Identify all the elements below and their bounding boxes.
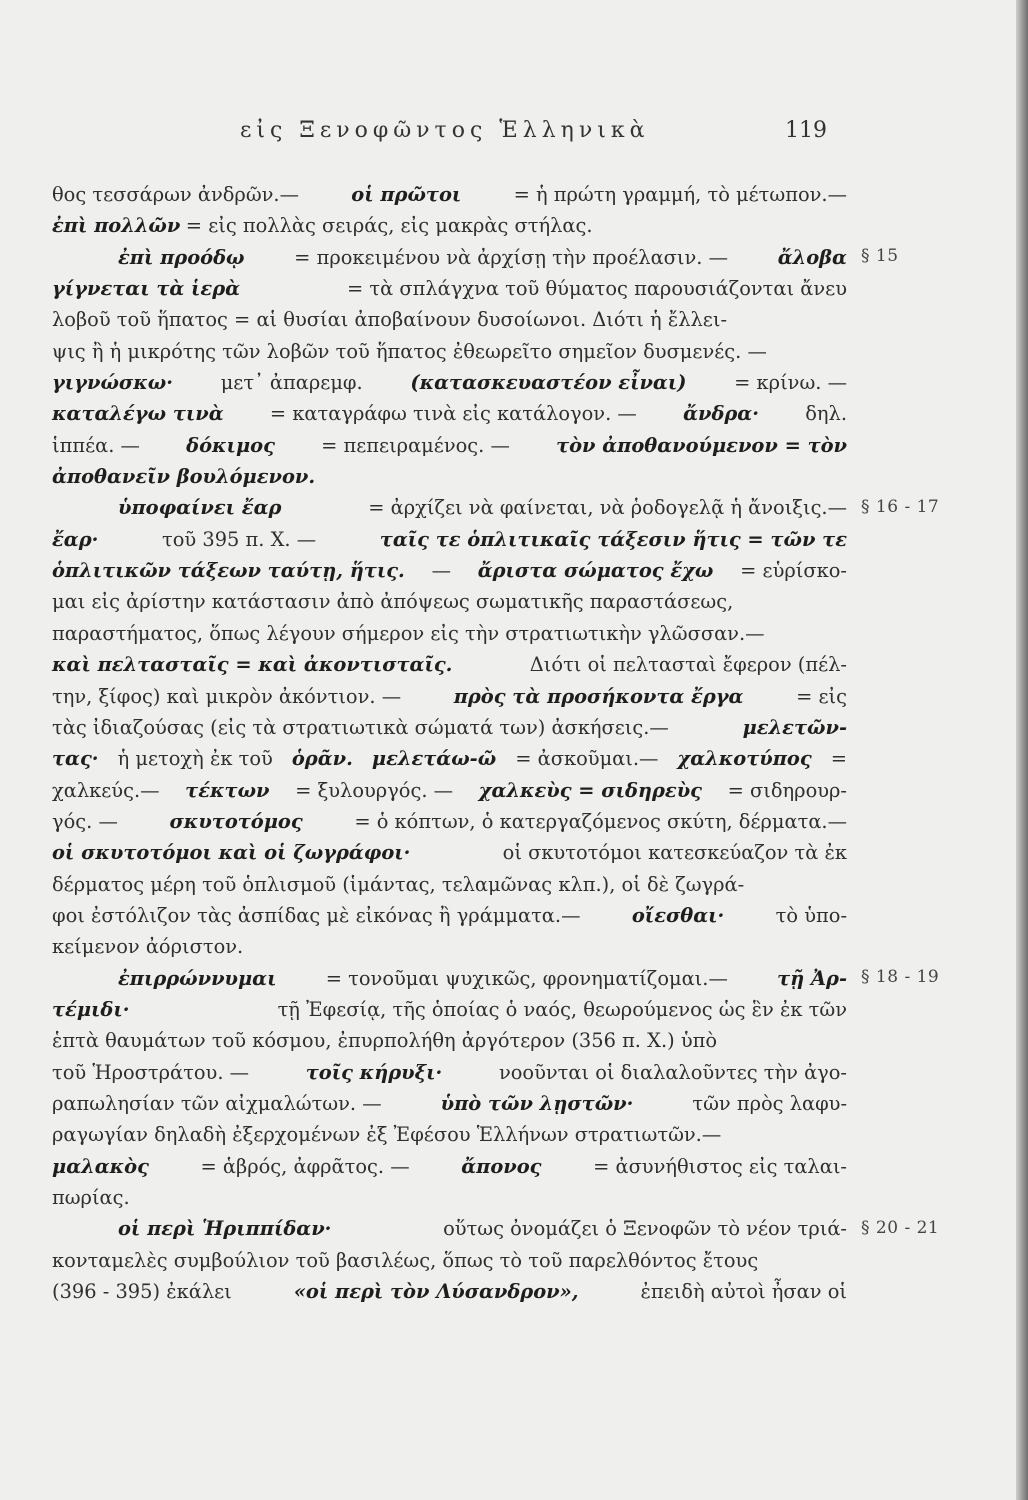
text-line — [52, 775, 847, 806]
section-marker: § 20 - 21 — [861, 1217, 940, 1238]
text-line — [52, 963, 847, 994]
body-text — [52, 179, 847, 1307]
text-line — [52, 430, 847, 461]
text-line — [52, 994, 847, 1025]
gloss-text: δέρματος μέρη τοῦ ὁπλισμοῦ (ἱμάντας, τελαμῶνας κλπ.), οἱ δὲ ζωγρά- — [52, 872, 745, 896]
lemma-term: καταλέγω τινὰ — [52, 402, 224, 426]
lemma-term: ἐπὶ πολλῶν — [52, 214, 181, 238]
lemma-term: οἱ σκυτοτόμοι καὶ οἱ ζωγράφοι· — [52, 841, 411, 865]
text-line — [52, 900, 847, 931]
gloss-text: = καταγράφω τινὰ εἰς κατάλογον. — — [269, 402, 637, 426]
gloss-text: ἑπτὰ θαυμάτων τοῦ κόσμου, ἐπυρπολήθη ἀργότερον (356 π. Χ.) ὑπὸ — [52, 1029, 718, 1053]
lemma-term: δόκιμος — [186, 433, 275, 457]
gloss-text: τῶν πρὸς λαφυ- — [692, 1091, 847, 1115]
gloss-text: τοῦ Ἡροστράτου. — — [52, 1060, 250, 1084]
gloss-text: νοοῦνται οἱ διαλαλοῦντες τὴν ἀγο- — [498, 1060, 847, 1084]
gloss-text: = προκειμένου νὰ ἀρχίσῃ τὴν προέλασιν. — — [294, 245, 729, 269]
gloss-text: κονταμελὲς συμβούλιον τοῦ βασιλέως, ὅπως τὸ τοῦ παρελθόντος ἔτους — [52, 1248, 759, 1272]
lemma-term: οἴεσθαι· — [631, 903, 725, 927]
lemma-term: ὁπλιτικῶν τάξεων ταύτῃ, ἥτις. — [52, 559, 405, 583]
gloss-text: = ἀρχίζει νὰ φαίνεται, νὰ ῥοδογελᾷ ἡ ἄνοιξις.— — [368, 496, 847, 520]
running-title: εἰς Ξενοφῶντος Ἑλληνικὰ — [240, 118, 650, 143]
text-line — [52, 837, 847, 868]
page-number: 119 — [785, 118, 827, 143]
text-line — [52, 492, 847, 523]
lemma-term: τὸν ἀποθανούμενον = τὸν — [556, 433, 847, 457]
text-line — [52, 712, 847, 743]
gloss-text: — — [431, 559, 451, 583]
lemma-term: χαλκοτύπος — [677, 747, 812, 771]
gloss-text: ραγωγίαν δηλαδὴ ἐξερχομένων ἐξ Ἐφέσου Ἑλλήνων στρατιωτῶν.— — [52, 1123, 722, 1147]
lemma-term: τας· — [52, 747, 99, 771]
gloss-text: = πεπειραμένος. — — [321, 433, 510, 457]
gloss-text: = τὰ σπλάγχνα τοῦ θύματος παρουσιάζονται ἄνευ — [347, 277, 847, 301]
text-line — [52, 1276, 847, 1307]
gloss-text: ἱππέα. — — [52, 433, 140, 457]
lemma-term: χαλκεὺς = σιδηρεὺς — [478, 778, 702, 802]
gloss-text: κείμενον ἀόριστον. — [52, 935, 244, 959]
lemma-term: ἄνδρα· — [683, 402, 759, 426]
lemma-term: ἄριστα σώματος ἔχω — [477, 559, 714, 583]
text-line — [52, 210, 847, 241]
lemma-term: τέκτων — [185, 778, 270, 802]
text-line — [52, 743, 847, 774]
gloss-text: ἐπειδὴ αὐτοὶ ἦσαν οἱ — [640, 1280, 847, 1304]
lemma-term: (κατασκευαστέον εἶναι) — [410, 371, 687, 395]
lemma-term: καὶ πελτασταῖς = καὶ ἀκοντισταῖς. — [52, 653, 453, 677]
gloss-text: = — [830, 747, 847, 771]
gloss-text: = ἀσυνήθιστος εἰς ταλαι- — [593, 1154, 847, 1178]
lemma-term: ὑποφαίνει ἔαρ — [118, 496, 282, 520]
lemma-term: ἐπιρρώννυμαι — [118, 966, 277, 990]
lemma-term: «οἱ περὶ τὸν Λύσανδρον», — [293, 1280, 579, 1304]
text-line — [52, 1213, 847, 1244]
text-line — [52, 1182, 847, 1213]
text-line — [52, 931, 847, 962]
text-line — [52, 1088, 847, 1119]
text-line — [52, 618, 847, 649]
lemma-term: ταῖς τε ὁπλιτικαῖς τάξεσιν ἥτις = τῶν τε — [379, 527, 847, 551]
gloss-text: = σιδηρουρ- — [727, 778, 847, 802]
gloss-text: ραπωλησίαν τῶν αἰχμαλώτων. — — [52, 1091, 382, 1115]
gloss-text: Διότι οἱ πελτασταὶ ἔφερον (πέλ- — [529, 653, 847, 677]
lemma-term: οἱ περὶ Ἡριππίδαν· — [118, 1217, 332, 1241]
lemma-term: ἄλοβα — [777, 245, 847, 269]
lemma-term: τῇ Ἀρ- — [777, 966, 847, 990]
section-marker: § 16 - 17 — [861, 496, 940, 517]
gloss-text: τῇ Ἐφεσίᾳ, τῆς ὁποίας ὁ ναός, θεωρούμενος ὡς ἓν ἐκ τῶν — [277, 997, 847, 1021]
gloss-text: = εὑρίσκο- — [740, 559, 847, 583]
page-edge — [1016, 0, 1028, 1500]
gloss-text: πωρίας. — [52, 1186, 130, 1209]
gloss-text: = ἀσκοῦμαι.— — [515, 747, 659, 771]
lemma-term: ὑπὸ τῶν λῃστῶν· — [440, 1091, 634, 1115]
text-line — [52, 1245, 847, 1276]
lemma-term: πρὸς τὰ προσήκοντα ἔργα — [453, 684, 744, 708]
lemma-term: γιγνώσκω· — [52, 371, 173, 395]
gloss-text: μαι εἰς ἀρίστην κατάστασιν ἀπὸ ἀπόψεως σωματικῆς παραστάσεως, — [52, 590, 734, 614]
text-line — [52, 869, 847, 900]
gloss-text: οὕτως ὀνομάζει ὁ Ξενοφῶν τὸ νέον τριά- — [443, 1217, 847, 1241]
text-line — [52, 806, 847, 837]
text-line — [52, 398, 847, 429]
gloss-text: φοι ἐστόλιζον τὰς ἀσπίδας μὲ εἰκόνας ἢ γράμματα.— — [52, 903, 581, 927]
gloss-text: γός. — — [52, 809, 118, 833]
text-line — [52, 586, 847, 617]
lemma-term: ἔαρ· — [52, 527, 99, 551]
text-line — [52, 461, 847, 492]
page-header — [0, 118, 1016, 158]
gloss-text: οἱ σκυτοτόμοι κατεσκεύαζον τὰ ἐκ — [502, 841, 847, 865]
gloss-text: = εἰς — [796, 684, 847, 708]
lemma-term: τοῖς κήρυξι· — [305, 1060, 443, 1084]
text-line — [52, 1151, 847, 1182]
text-line — [52, 1057, 847, 1088]
text-line — [52, 336, 847, 367]
section-marker: § 15 — [861, 245, 899, 266]
gloss-text: = ὁ κόπτων, ὁ κατεργαζόμενος σκύτη, δέρματα.— — [354, 809, 847, 833]
text-line — [52, 555, 847, 586]
gloss-text: ψις ἢ ἡ μικρότης τῶν λοβῶν τοῦ ἥπατος ἐθεωρεῖτο σημεῖον δυσμενές. — — [52, 339, 767, 363]
text-line — [52, 1025, 847, 1056]
gloss-text: τὸ ὑπο- — [775, 903, 847, 927]
gloss-text: τοῦ 395 π. Χ. — — [162, 527, 317, 551]
section-marker: § 18 - 19 — [861, 966, 940, 987]
text-line — [52, 304, 847, 335]
lemma-term: μαλακὸς — [52, 1154, 149, 1178]
text-line — [52, 273, 847, 304]
gloss-text: ἡ μετοχὴ ἐκ τοῦ — [117, 747, 273, 771]
gloss-text: τὰς ἰδιαζούσας (εἰς τὰ στρατιωτικὰ σώματά των) ἀσκήσεις.— — [52, 715, 669, 739]
gloss-text: = εἰς πολλὰς σειράς, εἰς μακρὰς στήλας. — [185, 214, 593, 238]
gloss-text: (396 - 395) ἐκάλει — [52, 1280, 232, 1304]
text-line — [52, 524, 847, 555]
lemma-term: οἱ πρῶτοι — [351, 183, 462, 206]
gloss-text: = κρίνω. — — [734, 371, 847, 395]
gloss-text: μετ᾽ ἀπαρεμφ. — [220, 371, 363, 395]
lemma-term: ἀποθανεῖν βουλόμενον. — [52, 465, 316, 489]
text-line — [52, 367, 847, 398]
lemma-term: ὁρᾶν. — [291, 747, 353, 771]
text-line — [52, 179, 847, 210]
text-line — [52, 681, 847, 712]
gloss-text: = ἡ πρώτη γραμμή, τὸ μέτωπον.— — [513, 183, 847, 206]
gloss-text: = ξυλουργός. — — [295, 778, 454, 802]
gloss-text: την, ξίφος) καὶ μικρὸν ἀκόντιον. — — [52, 684, 402, 708]
lemma-term: μελετάω-ῶ — [371, 747, 497, 771]
lemma-term: μελετῶν- — [742, 715, 847, 739]
lemma-term: ἐπὶ προόδῳ — [118, 245, 245, 269]
lemma-term: ἄπονος — [461, 1154, 542, 1178]
lemma-term: γίγνεται τὰ ἱερὰ — [52, 277, 241, 301]
text-line — [52, 1119, 847, 1150]
lemma-term: σκυτοτόμος — [169, 809, 303, 833]
gloss-text: δηλ. — [805, 402, 847, 426]
gloss-text: παραστήματος, ὅπως λέγουν σήμερον εἰς τὴν στρατιωτικὴν γλῶσσαν.— — [52, 621, 765, 645]
gloss-text: λοβοῦ τοῦ ἥπατος = αἱ θυσίαι ἀποβαίνουν δυσοίωνοι. Διότι ἡ ἔλλει- — [52, 308, 728, 332]
text-line — [52, 649, 847, 680]
gloss-text: = τονοῦμαι ψυχικῶς, φρονηματίζομαι.— — [325, 966, 728, 990]
gloss-text: = ἁβρός, ἀφρᾶτος. — — [200, 1154, 410, 1178]
text-line — [52, 242, 847, 273]
lemma-term: τέμιδι· — [52, 997, 130, 1021]
gloss-text: θος τεσσάρων ἀνδρῶν.— — [52, 183, 299, 206]
gloss-text: χαλκεύς.— — [52, 778, 160, 802]
